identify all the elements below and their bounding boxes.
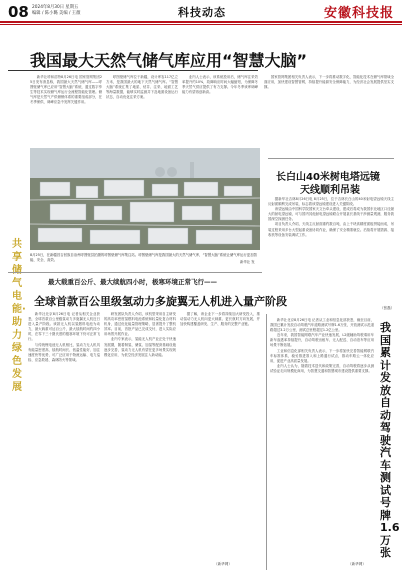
- lower-paragraph: 新华社北京8月26日电 记者从相关企业获悉，全球首款百公里级氢动力多旋翼无人机近日进入量产阶段。该款无人机以氢燃料电池为动力，最大载重可达百公斤，最大续航时间约四小时，在零下三十摄氏度的极寒环境下仍可正常飞行。: [28, 312, 100, 342]
- right-article-author: （张磊）: [380, 306, 395, 310]
- lead-paragraph: 新华社呼和浩特8月26日电 国家管网集团25日发布消息称，我国最大天然气储气库——呼图壁储气库已应用“智慧大脑”系统，通过数字孪生等技术实现储气库运行全流程智能化管理。储气库是天然气产供储销体系的重要组成部分，在冬季保供、调峰应急中发挥关键作用。: [30, 75, 102, 105]
- facility-photo-graphic: [30, 148, 260, 250]
- lower-kicker: 最大载重百公斤、最大续航四小时，极寒环境正常飞行——: [48, 278, 217, 286]
- right-lower-author: （新华网）: [348, 562, 366, 566]
- photo-caption: 8月25日，在新疆昌吉回族自治州呼图壁县拍摄的呼图壁储气库集注站。呼图壁储气库是我国最大的天然气储气库，“智慧大脑”系统让储气库运行更加智能、安全、高效。: [30, 253, 257, 262]
- masthead-rule: [0, 21, 402, 23]
- lead-headline: 我国最大天然气储气库应用“智慧大脑”: [30, 51, 308, 70]
- lower-headline: 全球首款百公里级氢动力多旋翼无人机进入量产阶段: [34, 295, 287, 308]
- right-article-title: 长白山40米树电塔远镜: [276, 172, 380, 183]
- lead-column-1: [30, 75, 102, 143]
- lower-paragraph: 业内专家表示，氢能无人机产业正处于快速发展期，随着制氢、储氢、加氢等配套基础设施逐步完善，氢动力无人机有望在更多场景实现规模化应用，为低空经济发展注入新动能。: [104, 337, 176, 357]
- lower-column-2: [104, 312, 176, 560]
- section-title: 科技动态: [178, 6, 226, 19]
- masthead: [0, 0, 402, 34]
- page-number: 08: [8, 3, 29, 21]
- lower-author: （新华网）: [214, 562, 232, 566]
- lead-paragraph: 呼图壁储气库位于新疆，设计库容117亿立方米，是我国最大的地下天然气储气库。“智慧大脑”系统汇集了地质、钻井、注采、地面工艺等海量数据，能够实时监测井下及地面设备运行状态，自动优化注采方案。: [106, 75, 178, 100]
- right-lower-vertical-headline: 我国累计发放自动驾驶汽车测试号牌1.6万张: [380, 321, 400, 559]
- headline-divider: [8, 70, 258, 71]
- right-article-rule: [268, 158, 394, 159]
- right-article-body: [268, 197, 394, 303]
- lower-column-3: [180, 312, 260, 558]
- lead-paragraph: 国家管网集团相关负责人表示，下一步将推动数字化、智能化技术在储气库领域全面应用，加快建设智慧管网，持续提升能源安全保障能力，为经济社会发展提供坚实支撑。: [264, 75, 394, 90]
- masthead-rule-thin: [0, 24, 402, 25]
- right-article-subtitle: 天线顺利吊装: [300, 185, 360, 196]
- lead-column-2: [106, 75, 178, 143]
- lower-paragraph: 据了解，该企业下一步将持续加大研发投入，推动氢动力无人机向更大载重、更长航时方向发展，并加快构建覆盖研发、生产、服务的完整产业链。: [180, 312, 260, 327]
- right-article-paragraph: 据新华社吉林8月26日电 8月25日，位于吉林长白山的40米射电望远镜天线主反射面顺利完成吊装，标志着该望远镜建设进入关键阶段。: [268, 197, 394, 207]
- lower-article-rule: [8, 272, 262, 273]
- lower-column-1: [28, 312, 100, 560]
- vertical-slogan: 共享储气电能·助力绿色发展: [12, 239, 26, 393]
- right-lower-paragraph: 近年来，我国智能网联汽车产业快速发展，L2级辅助驾驶乘用车新车渗透率持续提升，自动驾驶出租车、无人配送、自动泊车等应用场景不断拓展。: [270, 333, 374, 348]
- right-lower-paragraph: 业内人士认为，随着技术迭代和政策完善，自动驾驶将逐步从测试验证走向规模化商用，为智慧交通和智慧城市建设提供重要支撑。: [270, 363, 374, 373]
- date-line: 2024年8月30日 星期五: [32, 5, 79, 10]
- right-lower-paragraph: 工业和信息化部相关负责人表示，下一步将加快完善智能网联汽车标准体系，稳妥推进准入和上路通行试点，推动车路云一体化应用，促进产业高质量发展。: [270, 348, 374, 363]
- right-article-paragraph: 该望远镜由中国科学院国家天文台牵头建设，建成后将成为我国东北地区口径最大的射电望远镜，可与国内其他射电望远镜联合开展甚长基线干涉测量观测，服务我国深空探测任务。: [268, 207, 394, 222]
- photo-credit: 新华社 发: [240, 260, 255, 264]
- editor-line: 编辑 / 陈小璐 美编 / 王薇: [32, 11, 81, 16]
- lead-paragraph: 业内人士表示，该系统投用后，储气库注采效率提升约10%，故障响应时间大幅缩短，为保障冬季天然气供应提供了有力支撑。今年冬季该库调峰能力有望再创新高。: [182, 75, 258, 95]
- right-lower-body: [270, 318, 374, 558]
- lead-column-3: [182, 75, 258, 143]
- date-editor-line: [32, 5, 80, 17]
- right-lower-paragraph: 新华社北京8月26日电 记者从工业和信息化部获悉，截至目前，我国已累计发放自动驾驶汽车道路测试号牌1.6万张，开放测试示范道路超过3.2万公里，测试总里程超过1.2亿公里。: [270, 318, 374, 333]
- lead-column-4: [264, 75, 394, 153]
- right-lower-divider: [266, 314, 267, 570]
- newspaper-logo: 安徽科技报: [323, 6, 394, 21]
- storage-facility-photo: [30, 148, 260, 250]
- lower-paragraph: 研发团队负责人介绍，该机型采用自主研发的高功率密度氢燃料电池系统和轻量化复合材料机身，通过优化能量管理策略，显著提升了整机效率。目前，首批产品已完成交付，进入实际应用场景开展作业。: [104, 312, 176, 337]
- right-article-paragraph: 项目负责人介绍，天线主反射面重约数百吨，由上千块高精度面板拼接而成，吊装过程采用多台大型起重设备协同作业，确保了安全精准就位。后续将开展馈源、接收机等设备安装调试工作。: [268, 222, 394, 237]
- lower-paragraph: 与传统锂电池无人机相比，氢动力无人机具有能量密度高、续航时间长、低温性能好、加注速度快等优势，可广泛应用于物流运输、电力巡检、应急救援、森林防火等领域。: [28, 342, 100, 362]
